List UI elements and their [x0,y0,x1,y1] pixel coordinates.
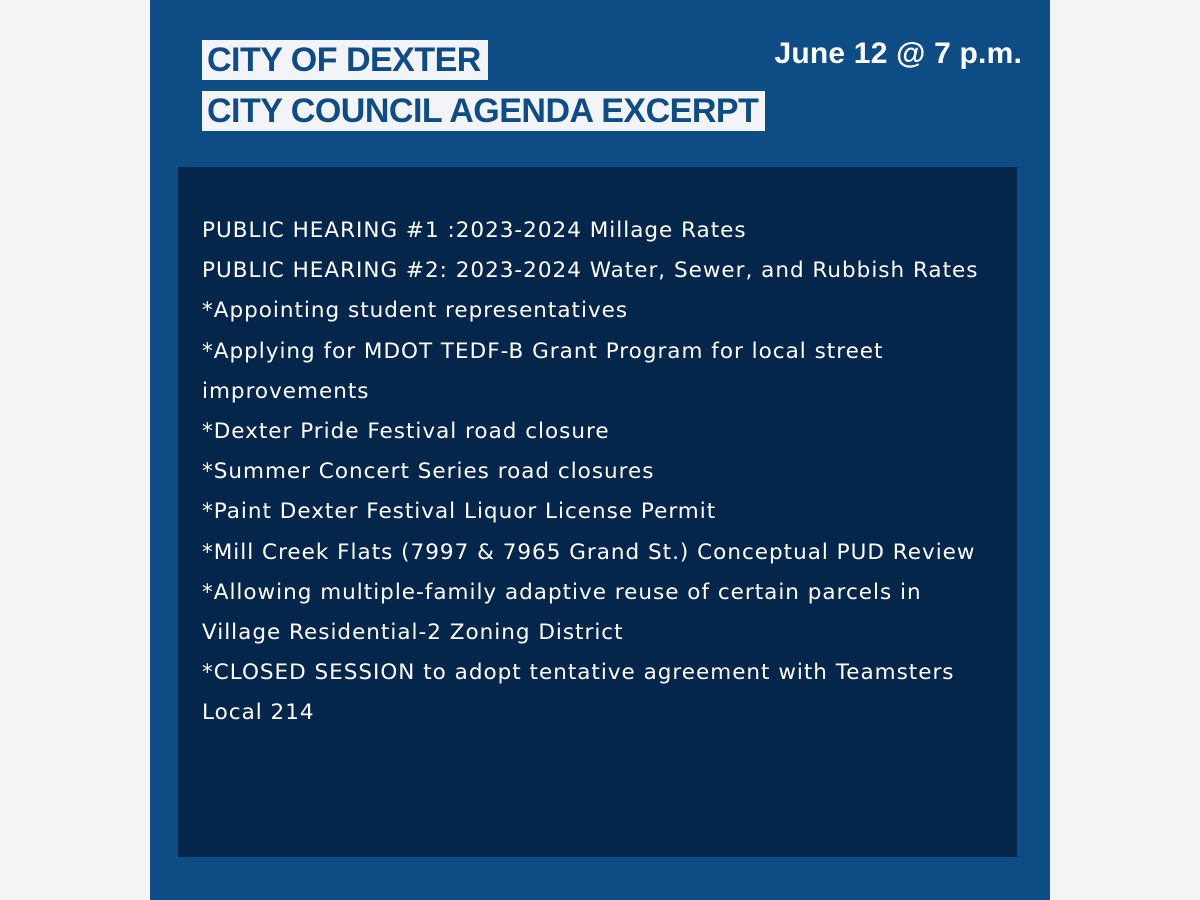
title-city-name: CITY OF DEXTER [202,40,488,80]
agenda-item-public-hearing-2: PUBLIC HEARING #2: 2023-2024 Water, Sewer, and Rubbish Rates [202,258,979,284]
agenda-item-mill-creek-flats: *Mill Creek Flats (7997 & 7965 Grand St.) Conceptual PUD Review [202,539,976,565]
agenda-item-public-hearing-1: PUBLIC HEARING #1 :2023-2024 Millage Rates [202,218,747,243]
agenda-item-student-representatives: *Appointing student representatives [202,298,629,324]
agenda-item-liquor-license: *Paint Dexter Festival Liquor License Permit [202,499,717,525]
agenda-card [150,0,1050,900]
agenda-item-adaptive-reuse: *Allowing multiple-family adaptive reuse of certain parcels in Village Residential-2 Zoning District [202,579,922,646]
agenda-item-mdot-grant: *Applying for MDOT TEDF-B Grant Program for local street improvements [202,338,884,404]
agenda-panel [178,167,1017,857]
agenda-list [202,211,1002,734]
agenda-item-closed-session: *CLOSED SESSION to adopt tentative agreement with Teamsters Local 214 [202,660,955,726]
agenda-item-concert-series: *Summer Concert Series road closures [202,459,655,485]
agenda-item-pride-festival: *Dexter Pride Festival road closure [202,419,610,445]
title-agenda-excerpt: CITY COUNCIL AGENDA EXCERPT [202,91,765,131]
meeting-date-time: June 12 @ 7 p.m. [774,37,1022,70]
